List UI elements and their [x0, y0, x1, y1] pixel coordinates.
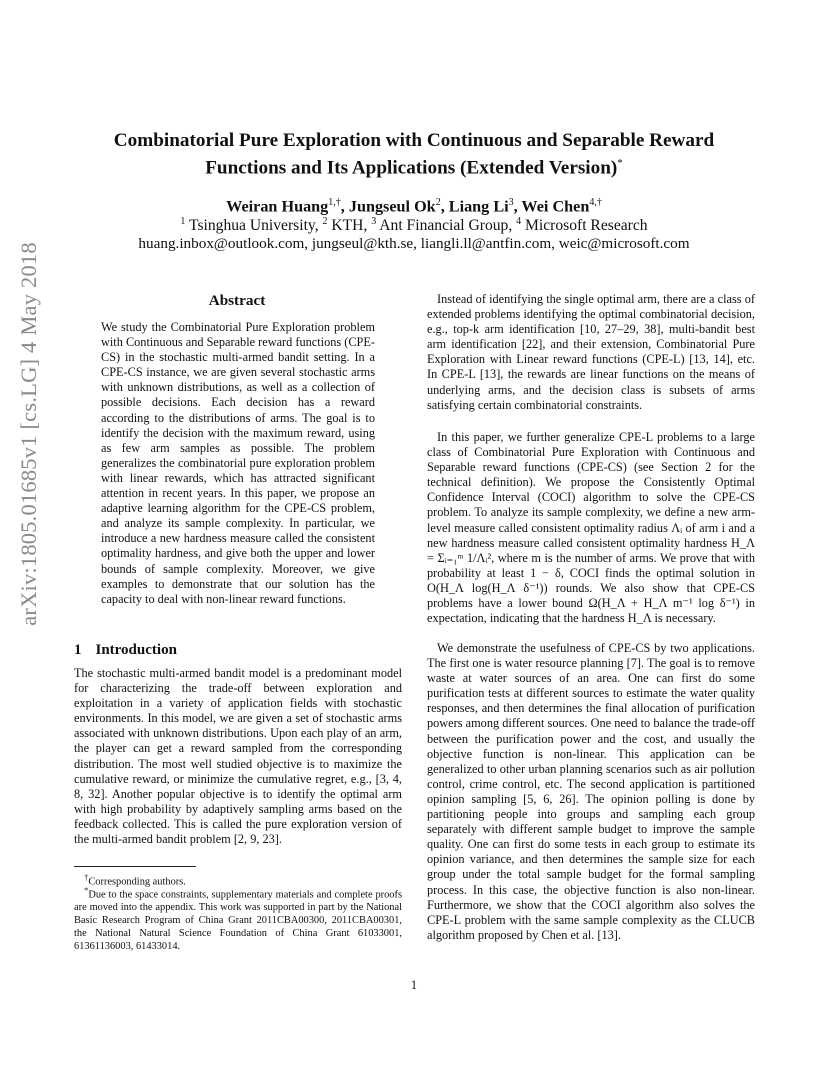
abstract-heading: Abstract: [208, 292, 266, 309]
author-list: Weiran Huang$^{1,\dagger}$, Jungseul Ok$^2$, Liang Li$^3$, Wei Chen$^{4,\dagger}$: [226, 197, 602, 216]
affiliation-sup: 1: [180, 216, 186, 227]
page-number: 1: [410, 978, 418, 992]
footnote-corresponding: †Corresponding authors.: [84, 872, 186, 888]
author-name: Wei Chen: [521, 197, 590, 216]
author-sup: 3: [508, 197, 514, 208]
affiliation-list: $^1$ Tsinghua University, $^2$ KTH, $^3$ Ant Financial Group, $^4$ Microsoft Research: [180, 216, 648, 235]
affiliation-sup: 2: [322, 216, 328, 227]
affiliation-name: Tsinghua University: [185, 217, 315, 235]
section-heading: 1 Introduction: [74, 642, 177, 658]
right-paragraph-3: We demonstrate the usefulness of CPE-CS by two applications. The first one is water resource planning [7]. The goal is to remove waste at water sources of an area. One can first do some purification tests at different sources to estimate the water quality responses, and then determines the final allocation of purification powers among different sources. One need to balance the trade-off between the purification power and the cost, and usually the objective function is non-linear. This application can be generalized to other urban planning scenarios such as air pollution control, crime control, etc. The second application is partitioned opinion sampling [5, 6, 26]. The opinion polling is done by partitioning people into groups and sampling each group separately with different sample budget to improve the sample quality. One can first do some tests in each group to estimate its opinion variance, and then determines the sample size for each group under the total sample budget for the formal sampling process. In this case, the objective function is also non-linear. Furthermore, we show that the COCI algorithm also solves the CPE-L problem with the same sample complexity as the CLUCB algorithm proposed by Chen et al. [13].: [427, 641, 755, 942]
intro-paragraph: The stochastic multi-armed bandit model is a predominant model for characterizing the trade-off between exploration and exploitation in a variety of application fields with stochastic environments. In this model, we are given a set of stochastic arms associated with unknown distributions. Upon each play of an arm, the player can get a reward sampled from the corresponding distribution. The most well studied objective is to maximize the cumulative reward, or minimize the cumulative regret, e.g., [3, 4, 8, 32]. Another popular objective is to identify the optimal arm with high probability by adaptively sampling arms based on the feedback collected. This is called the pure exploration version of the multi-armed bandit problem [2, 9, 23].: [74, 666, 402, 847]
abstract-text: We study the Combinatorial Pure Exploration problem with Continuous and Separable reward functions (CPE-CS) in the stochastic multi-armed bandit setting. In a CPE-CS instance, we are given several stochastic arms with unknown distributions, as well as a collection of possible decisions. Each decision has a reward according to the distributions of arms. The goal is to identify the decision with the maximum reward, using as few arm samples as possible. The problem generalizes the combinatorial pure exploration problem with linear rewards, which has attracted significant attention in recent years. In this paper, we propose an adaptive learning algorithm for the CPE-CS problem, and analyze its sample complexity. In particular, we introduce a new hardness measure called the consistent optimality hardness, and give both the upper and lower bounds of sample complexity. Moreover, we give examples to demonstrate that our solution has the capacity to deal with non-linear reward functions.: [101, 320, 375, 606]
affiliation-sup: 4: [516, 216, 522, 227]
right-paragraph-1: Instead of identifying the single optimal arm, there are a class of extended problems identifying the optimal combinatorial decision, e.g., top-k arm identification [10, 27–29, 38], multi-bandit best arm identification [22], and their extension, Combinatorial Pure Exploration with Linear reward functions (CPE-L) [13, 14], etc. In CPE-L [13], the rewards are linear functions on the means of underlying arms, and the decision class is subsets of arms satisfying certain combinatorial constraints.: [427, 292, 755, 412]
footnote-funding: *Due to the space constraints, supplementary materials and complete proofs are moved into the appendix. This work was supported in part by the National Basic Research Program of China Grant 2011CBA00300, 2011CBA00301, the National Natural Science Foundation of China Grant 61033001, 61361136003, 61433014.: [74, 885, 402, 952]
author-name: Jungseul Ok: [348, 197, 436, 216]
affiliation-name: Ant Financial Group: [376, 217, 509, 235]
affiliation-name: KTH: [327, 217, 364, 235]
author-sup: 2: [435, 197, 441, 208]
right-paragraph-2: In this paper, we further generalize CPE-L problems to a large class of Combinatorial Pure Exploration with Continuous and Separable reward functions (CPE-CS) (see Section 2 for the technical definition). We propose the Consistently Optimal Confidence Interval (COCI) algorithm to solve the CPE-CS problem. To analyze its sample complexity, we define a new arm-level measure called consistent optimality radius Λᵢ of arm i and a new hardness measure called consistent optimality hardness H_Λ = Σᵢ₌₁ᵐ 1/Λᵢ², where m is the number of arms. We prove that with probability at least 1 − δ, COCI finds the optimal solution in O(H_Λ log(H_Λ δ⁻¹)) rounds. We also show that CPE-CS problems have a lower bound Ω(H_Λ + H_Λ m⁻¹ log δ⁻¹) in expectation, indicating that the hardness H_Λ is necessary.: [427, 430, 755, 626]
author-name: Liang Li: [448, 197, 509, 216]
footnote-rule: [74, 866, 196, 867]
affiliation-sup: 3: [371, 216, 377, 227]
arxiv-stamp: arXiv:1805.01685v1 [cs.LG] 4 May 2018: [16, 242, 41, 626]
author-emails: huang.inbox@outlook.com, jungseul@kth.se, liangli.ll@antfin.com, weic@microsoft.com: [138, 235, 690, 252]
author-name: Weiran Huang: [226, 197, 329, 216]
paper-title: Combinatorial Pure Exploration with Continuous and Separable Reward Functions and Its Applications (Extended Version)*: [113, 130, 715, 179]
author-sup: 1,†: [328, 197, 341, 208]
author-sup: 4,†: [589, 197, 602, 208]
affiliation-name: Microsoft Research: [521, 217, 648, 235]
